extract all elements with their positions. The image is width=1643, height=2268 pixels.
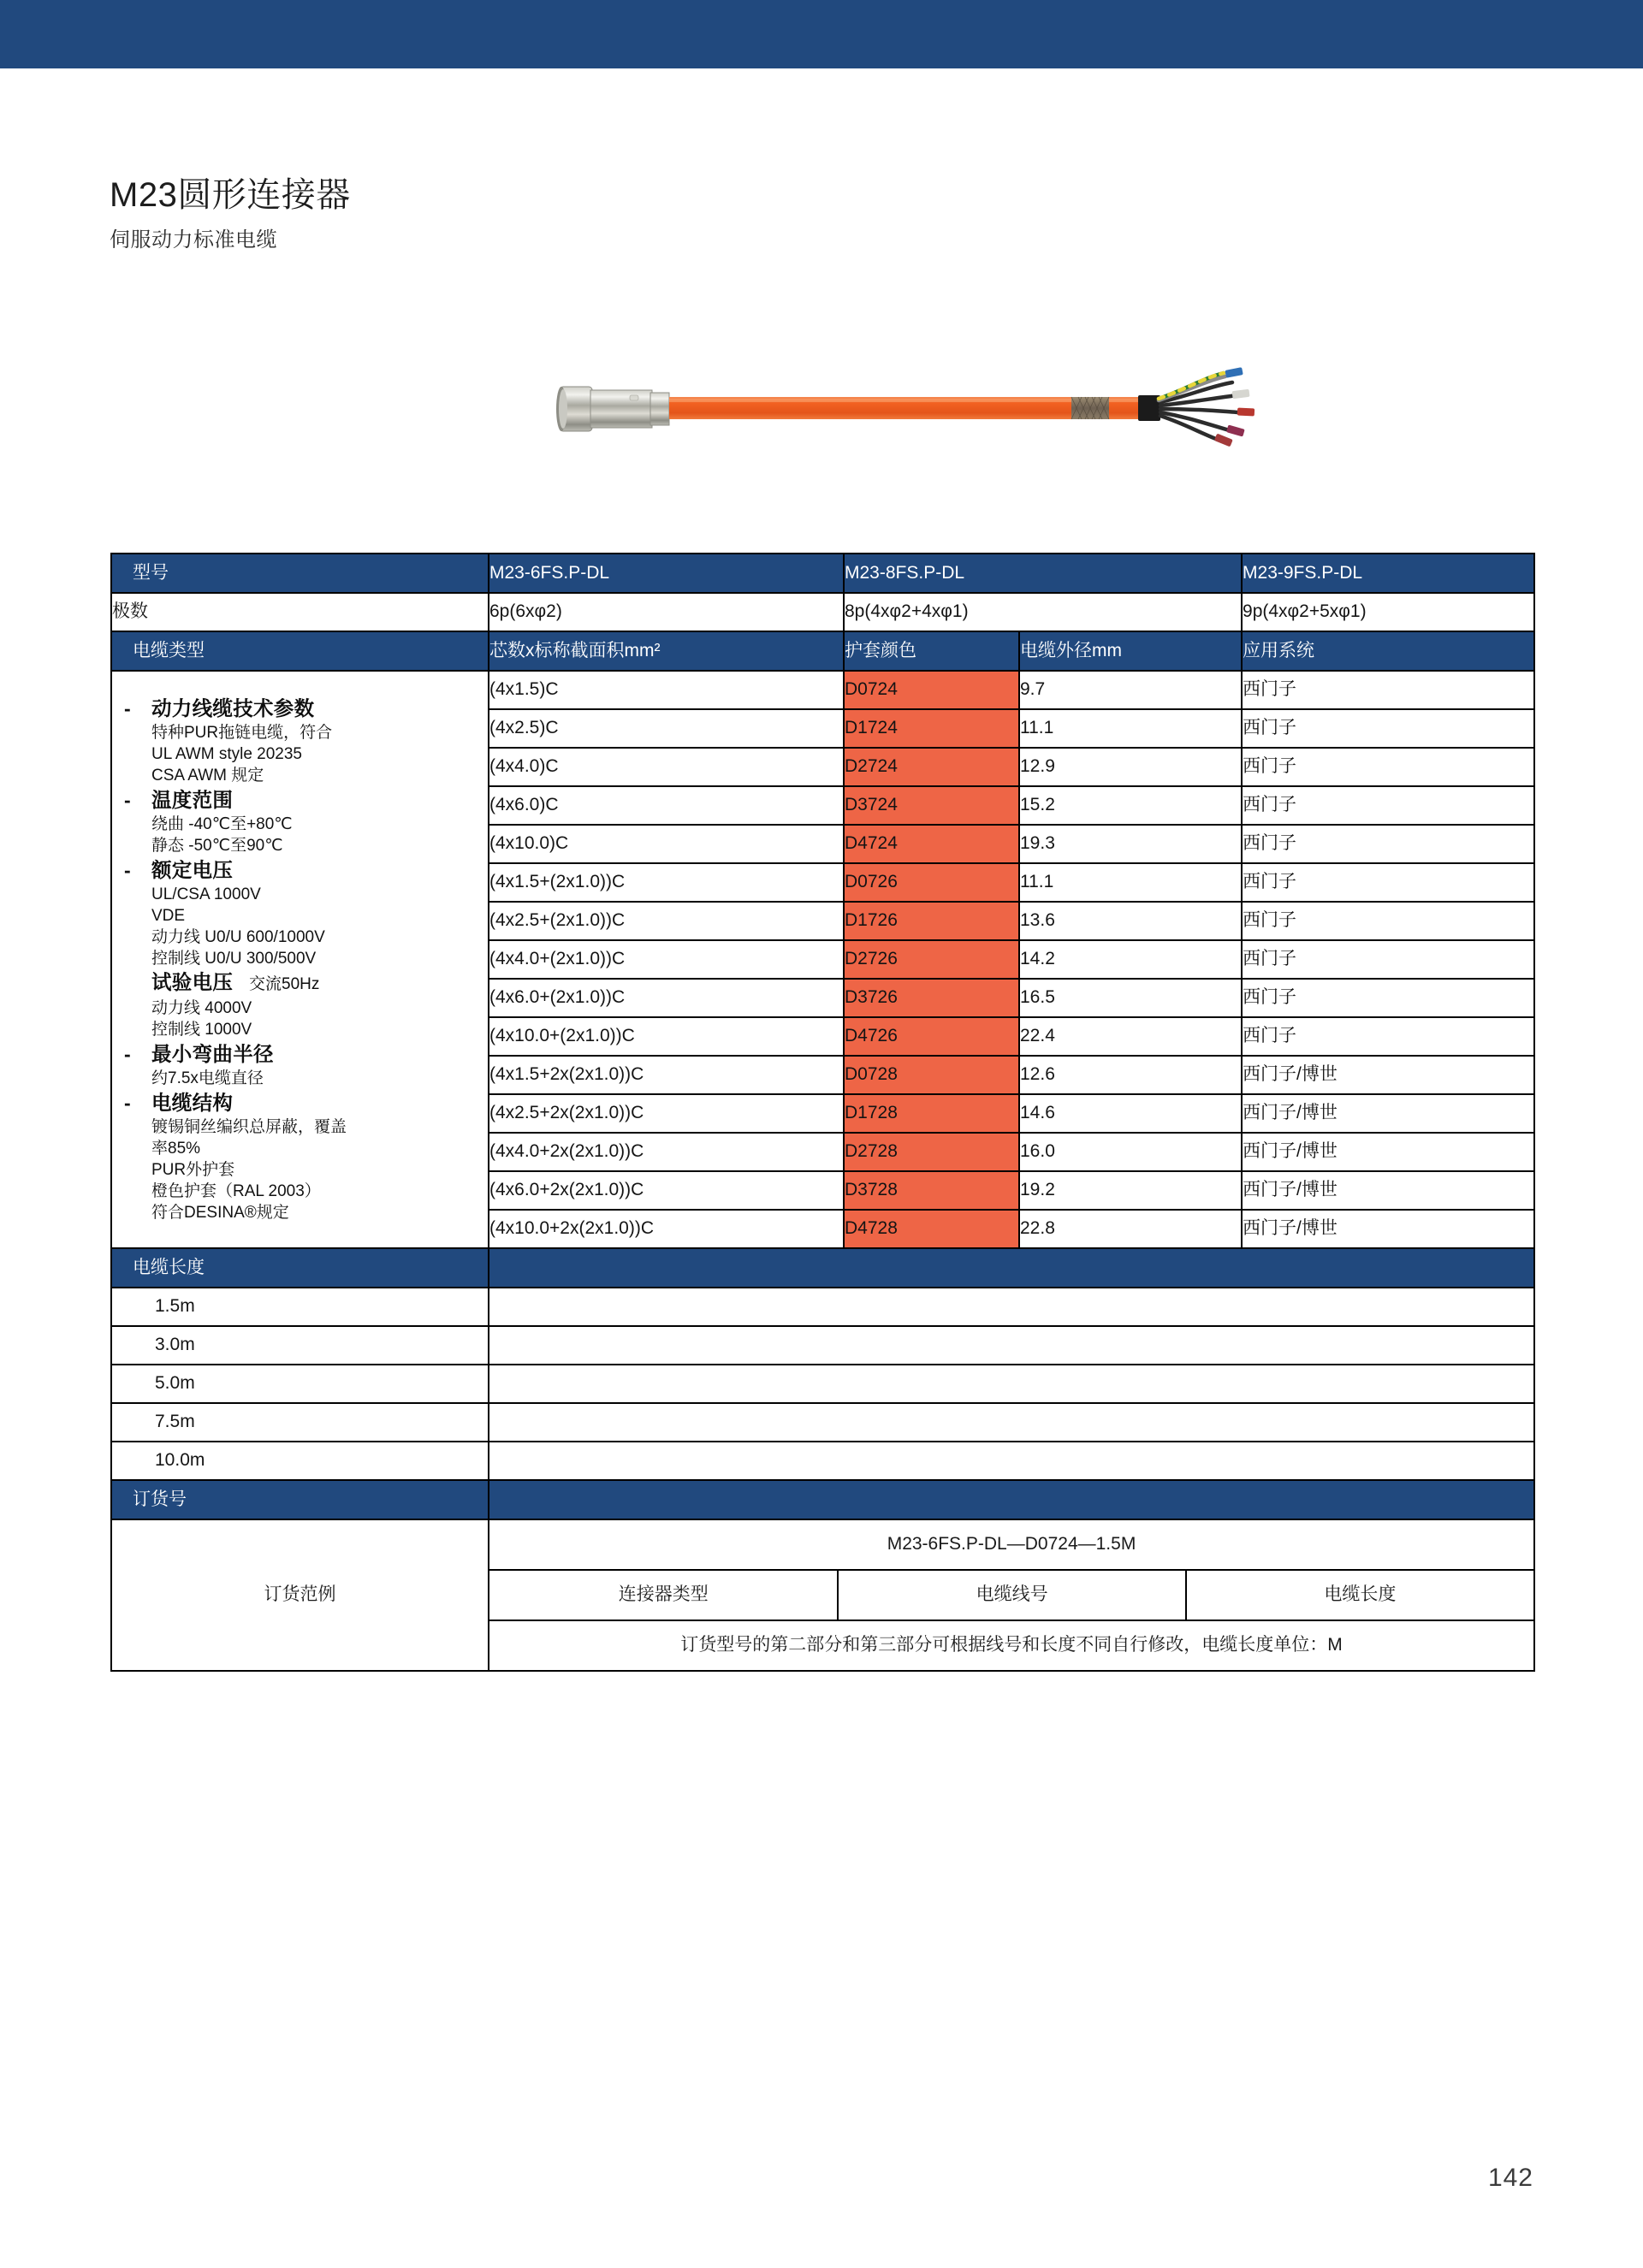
cable-length-option: 7.5m — [111, 1403, 489, 1442]
spec-line: 绕曲 -40℃至+80℃ — [151, 814, 293, 833]
spec-heading: 动力线缆技术参数 — [151, 696, 315, 719]
cell-cross-section: (4x6.0+2x(2x1.0))C — [489, 1171, 844, 1210]
cell-diameter: 22.4 — [1019, 1017, 1242, 1056]
order-note: 订货型号的第二部分和第三部分可根据线号和长度不同自行修改，电缆长度单位：M — [489, 1620, 1533, 1670]
cell-diameter: 15.2 — [1019, 786, 1242, 825]
spec-table — [110, 553, 1535, 1672]
cell-cross-section: (4x10.0+(2x1.0))C — [489, 1017, 844, 1056]
cable-assembly-illustration — [548, 358, 1266, 460]
cell-diameter: 14.6 — [1019, 1094, 1242, 1133]
cell-diameter: 12.6 — [1019, 1056, 1242, 1094]
cell-cross-section: (4x4.0+(2x1.0))C — [489, 940, 844, 979]
top-banner — [0, 0, 1643, 68]
cell-system: 西门子/博世 — [1242, 1210, 1534, 1248]
column-header-application-system: 应用系统 — [1242, 631, 1534, 671]
cell-cross-section: (4x4.0+2x(2x1.0))C — [489, 1133, 844, 1171]
table-row — [111, 671, 1534, 709]
spec-group-temperature-range — [112, 787, 488, 856]
cell-system: 西门子 — [1242, 748, 1534, 786]
cell-cable-code: D2726 — [844, 940, 1019, 979]
cell-cable-code: D0726 — [844, 863, 1019, 902]
cell-cross-section: (4x10.0)C — [489, 825, 844, 863]
cell-diameter: 12.9 — [1019, 748, 1242, 786]
cable-length-option: 3.0m — [111, 1326, 489, 1365]
cell-cable-code: D0728 — [844, 1056, 1019, 1094]
spec-line: UL/CSA 1000V — [151, 885, 261, 903]
spec-subheading-test-voltage — [151, 969, 488, 998]
cell-system: 西门子 — [1242, 863, 1534, 902]
model-label: 型号 — [111, 554, 489, 593]
cable-length-blank — [489, 1442, 1534, 1480]
poles-9p: 9p(4xφ2+5xφ1) — [1242, 593, 1534, 631]
spec-line: 静态 -50℃至90℃ — [151, 836, 283, 855]
spec-line: 率85% — [151, 1139, 201, 1158]
cable-length-header-blank — [489, 1248, 1534, 1288]
order-example-label: 订货范例 — [111, 1519, 489, 1671]
poles-row — [111, 593, 1534, 631]
cell-cable-code: D4728 — [844, 1210, 1019, 1248]
page-title: M23圆形连接器 — [110, 176, 351, 214]
order-part-cable-code: 电缆线号 — [838, 1570, 1185, 1620]
cell-cable-code: D1724 — [844, 709, 1019, 748]
cell-system: 西门子 — [1242, 1017, 1534, 1056]
order-example-code: M23-6FS.P-DL—D0724—1.5M — [489, 1520, 1533, 1570]
spec-line: UL AWM style 20235 — [151, 744, 303, 763]
product-image — [548, 358, 1266, 460]
column-header-cross-section: 芯数x标称截面积mm² — [489, 631, 844, 671]
cell-cross-section: (4x4.0)C — [489, 748, 844, 786]
cable-length-row — [111, 1442, 1534, 1480]
cable-type-label: 电缆类型 — [111, 631, 489, 671]
cell-diameter: 9.7 — [1019, 671, 1242, 709]
cable-length-row — [111, 1288, 1534, 1326]
spec-line: PUR外护套 — [151, 1160, 235, 1179]
order-code-row — [489, 1520, 1533, 1570]
poles-6p: 6p(6xφ2) — [489, 593, 844, 631]
cell-system: 西门子 — [1242, 825, 1534, 863]
cell-cross-section: (4x2.5+2x(2x1.0))C — [489, 1094, 844, 1133]
order-number-label: 订货号 — [111, 1480, 489, 1519]
cable-length-option: 5.0m — [111, 1365, 489, 1403]
spec-line: 镀锡铜丝编织总屏蔽，覆盖 — [151, 1117, 347, 1136]
cable-length-option: 1.5m — [111, 1288, 489, 1326]
cell-cross-section: (4x6.0+(2x1.0))C — [489, 979, 844, 1017]
spec-line: 动力线 4000V — [151, 998, 252, 1017]
order-part-cable-length: 电缆长度 — [1186, 1570, 1533, 1620]
cell-system: 西门子 — [1242, 979, 1534, 1017]
cell-cross-section: (4x1.5+2x(2x1.0))C — [489, 1056, 844, 1094]
column-header-outer-diameter: 电缆外径mm — [1019, 631, 1242, 671]
cable-type-header-row — [111, 631, 1534, 671]
cell-cable-code: D1728 — [844, 1094, 1019, 1133]
order-example-block — [489, 1519, 1534, 1671]
spec-list — [112, 696, 488, 1223]
cell-cross-section: (4x1.5+(2x1.0))C — [489, 863, 844, 902]
cell-cable-code: D3728 — [844, 1171, 1019, 1210]
cable-length-blank — [489, 1288, 1534, 1326]
spec-group-power-cable — [112, 696, 488, 786]
spec-line: 动力线 U0/U 600/1000V — [151, 927, 325, 946]
cell-cross-section: (4x2.5)C — [489, 709, 844, 748]
cable-length-header-row — [111, 1248, 1534, 1288]
cell-diameter: 16.0 — [1019, 1133, 1242, 1171]
bullet-dash-icon: - — [124, 696, 131, 719]
cell-cable-code: D2724 — [844, 748, 1019, 786]
cell-diameter: 14.2 — [1019, 940, 1242, 979]
poles-8p: 8p(4xφ2+4xφ1) — [844, 593, 1242, 631]
title-block — [110, 176, 351, 252]
cell-system: 西门子/博世 — [1242, 1133, 1534, 1171]
cell-cross-section: (4x6.0)C — [489, 786, 844, 825]
technical-specs-panel — [111, 671, 489, 1248]
cell-cable-code: D2728 — [844, 1133, 1019, 1171]
cell-cable-code: D1726 — [844, 902, 1019, 940]
page-number: 142 — [1487, 2164, 1533, 2192]
cell-system: 西门子 — [1242, 709, 1534, 748]
cell-system: 西门子/博世 — [1242, 1171, 1534, 1210]
model-8fs: M23-8FS.P-DL — [844, 554, 1242, 593]
cell-system: 西门子 — [1242, 902, 1534, 940]
cable-length-row — [111, 1365, 1534, 1403]
cell-system: 西门子 — [1242, 671, 1534, 709]
spec-line: 符合DESINA®规定 — [151, 1203, 289, 1222]
bullet-dash-icon: - — [124, 1091, 131, 1114]
cell-cross-section: (4x1.5)C — [489, 671, 844, 709]
spec-line: 橙色护套（RAL 2003） — [151, 1181, 321, 1200]
cable-length-row — [111, 1326, 1534, 1365]
cell-diameter: 19.2 — [1019, 1171, 1242, 1210]
cable-length-blank — [489, 1326, 1534, 1365]
model-header-row — [111, 554, 1534, 593]
cable-length-blank — [489, 1365, 1534, 1403]
order-header-blank — [489, 1480, 1534, 1519]
bullet-dash-icon: - — [124, 1042, 131, 1065]
cable-length-blank — [489, 1403, 1534, 1442]
spec-group-bend-radius — [112, 1041, 488, 1089]
cell-diameter: 19.3 — [1019, 825, 1242, 863]
cable-length-row — [111, 1403, 1534, 1442]
cell-system: 西门子 — [1242, 940, 1534, 979]
cell-diameter: 11.1 — [1019, 863, 1242, 902]
cell-diameter: 13.6 — [1019, 902, 1242, 940]
cell-diameter: 16.5 — [1019, 979, 1242, 1017]
spec-line: CSA AWM 规定 — [151, 766, 264, 785]
spec-line: VDE — [151, 906, 186, 925]
order-example-row — [111, 1519, 1534, 1671]
spec-line: 控制线 U0/U 300/500V — [151, 949, 317, 968]
spec-line: 特种PUR拖链电缆，符合 — [151, 723, 333, 742]
poles-label: 极数 — [111, 593, 489, 631]
cell-cross-section: (4x2.5+(2x1.0))C — [489, 902, 844, 940]
order-header-row — [111, 1480, 1534, 1519]
cell-system: 西门子/博世 — [1242, 1056, 1534, 1094]
column-header-jacket-color: 护套颜色 — [844, 631, 1019, 671]
specification-sheet — [110, 553, 1533, 1672]
order-part-connector-type: 连接器类型 — [489, 1570, 838, 1620]
cell-cable-code: D4726 — [844, 1017, 1019, 1056]
model-6fs: M23-6FS.P-DL — [489, 554, 844, 593]
cell-cross-section: (4x10.0+2x(2x1.0))C — [489, 1210, 844, 1248]
cell-cable-code: D3726 — [844, 979, 1019, 1017]
cell-cable-code: D3724 — [844, 786, 1019, 825]
spec-heading: 温度范围 — [151, 788, 234, 811]
test-voltage-suffix: 交流50Hz — [249, 974, 320, 993]
spec-heading: 额定电压 — [151, 858, 234, 881]
spec-line: 约7.5x电缆直径 — [151, 1069, 264, 1087]
spec-heading: 最小弯曲半径 — [151, 1042, 274, 1065]
cell-system: 西门子/博世 — [1242, 1094, 1534, 1133]
cell-diameter: 22.8 — [1019, 1210, 1242, 1248]
bullet-dash-icon: - — [124, 788, 131, 811]
order-note-row — [489, 1620, 1533, 1670]
page-subtitle: 伺服动力标准电缆 — [110, 228, 277, 252]
cable-length-label: 电缆长度 — [111, 1248, 489, 1288]
order-breakdown-table — [489, 1520, 1533, 1670]
bullet-dash-icon: - — [124, 858, 131, 881]
cable-length-option: 10.0m — [111, 1442, 489, 1480]
spec-group-cable-construction — [112, 1090, 488, 1223]
cell-system: 西门子 — [1242, 786, 1534, 825]
cell-cable-code: D0724 — [844, 671, 1019, 709]
cell-diameter: 11.1 — [1019, 709, 1242, 748]
spec-line: 控制线 1000V — [151, 1020, 252, 1039]
spec-group-rated-voltage — [112, 857, 488, 1040]
test-voltage-label: 试验电压 — [151, 970, 234, 993]
spec-heading: 电缆结构 — [151, 1091, 234, 1114]
model-9fs: M23-9FS.P-DL — [1242, 554, 1534, 593]
order-parts-row — [489, 1570, 1533, 1620]
cell-cable-code: D4724 — [844, 825, 1019, 863]
